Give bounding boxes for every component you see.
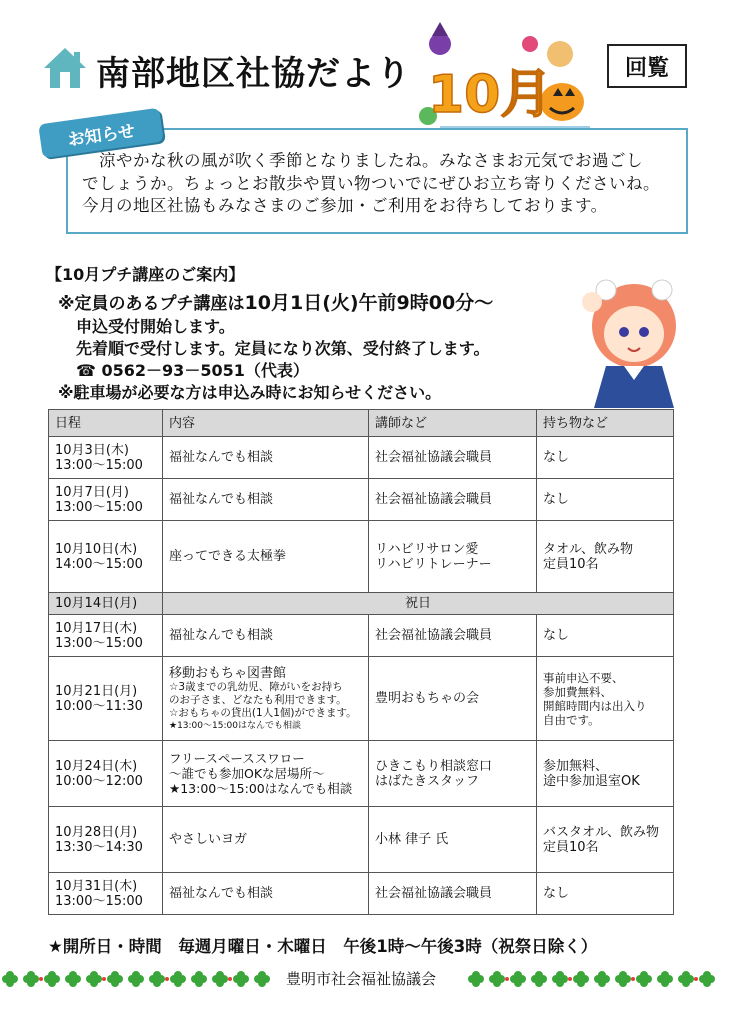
date-cell: 10月10日(木) 14:00～15:00 [49, 521, 163, 593]
table-header-row [49, 410, 674, 437]
lecturer-cell: 豊明おもちゃの会 [369, 657, 537, 741]
date-cell: 10月3日(木) 13:00～15:00 [49, 437, 163, 479]
lecturer-cell: 社会福祉協議会職員 [369, 479, 537, 521]
date-cell: 10月17日(木) 13:00～15:00 [49, 615, 163, 657]
table-row [49, 521, 674, 593]
items-cell: なし [537, 479, 674, 521]
dot-icon [165, 977, 169, 981]
dot-icon [568, 977, 572, 981]
clover-icon [552, 971, 568, 987]
lecturer-cell: 社会福祉協議会職員 [369, 615, 537, 657]
date-cell: 10月28日(月) 13:30～14:30 [49, 807, 163, 873]
clover-icon [44, 971, 60, 987]
content-cell [163, 657, 369, 741]
items-cell: なし [537, 437, 674, 479]
items-cell: なし [537, 615, 674, 657]
holiday-cell: 祝日 [163, 593, 674, 615]
circulate-stamp: 回覧 [607, 44, 687, 88]
clover-icon [128, 971, 144, 987]
clover-icon [657, 971, 673, 987]
content-note: ☆3歳までの乳幼児、障がいをお持ち のお子さま、どなたも利用できます。 ☆おもちゃの貸出(1人1個)ができます。 [169, 680, 357, 719]
clover-border-right [466, 966, 730, 992]
clover-icon [510, 971, 526, 987]
clover-icon [65, 971, 81, 987]
phone-line [76, 358, 309, 381]
content-cell: フリースペーススワロー ～誰でも参加OKな居場所～ ★13:00～15:00はなんでも相談 [163, 741, 369, 807]
page-title: 南部地区社協だより [96, 54, 411, 94]
table-row [49, 807, 674, 873]
clover-border-left [0, 966, 282, 992]
date-cell: 10月31日(木) 13:00～15:00 [49, 873, 163, 915]
date-cell: 10月24日(木) 10:00～12:00 [49, 741, 163, 807]
header-content: 内容 [163, 410, 369, 437]
lecturer-cell: リハビリサロン愛 リハビリトレーナー [369, 521, 537, 593]
organization-name: 豊明市社会福祉協議会 [286, 970, 437, 988]
date-cell: 10月14日(月) [49, 593, 163, 615]
table-row [49, 479, 674, 521]
registration-start-line [58, 288, 493, 315]
phone-number: 0562－93－5051（代表） [101, 361, 309, 380]
schedule-table [48, 409, 674, 915]
lecturer-cell: ひきこもり相談窓口 はばたきスタッフ [369, 741, 537, 807]
table-row-holiday [49, 593, 674, 615]
clover-icon [254, 971, 270, 987]
items-cell: タオル、飲み物 定員10名 [537, 521, 674, 593]
clover-icon [615, 971, 631, 987]
clover-icon [468, 971, 484, 987]
course-heading: 【10月プチ講座のご案内】 [46, 265, 245, 284]
header-items: 持ち物など [537, 410, 674, 437]
clover-icon [531, 971, 547, 987]
header-date: 日程 [49, 410, 163, 437]
dot-icon [102, 977, 106, 981]
content-cell: 福祉なんでも相談 [163, 437, 369, 479]
clover-icon [233, 971, 249, 987]
october-halloween-illustration [410, 22, 600, 134]
clover-icon [699, 971, 715, 987]
notice-tab: お知らせ [38, 108, 164, 159]
content-cell: やさしいヨガ [163, 807, 369, 873]
lecturer-cell: 社会福祉協議会職員 [369, 873, 537, 915]
date-cell: 10月21日(月) 10:00～11:30 [49, 657, 163, 741]
clover-icon [149, 971, 165, 987]
house-icon [42, 46, 88, 90]
parking-note: ※駐車場が必要な方は申込み時にお知らせください。 [58, 383, 442, 402]
clover-icon [191, 971, 207, 987]
month-badge-text: 10月 [428, 65, 553, 125]
content-cell: 福祉なんでも相談 [163, 479, 369, 521]
items-cell: 参加無料、 途中参加退室OK [537, 741, 674, 807]
clover-icon [678, 971, 694, 987]
clover-icon [594, 971, 610, 987]
dot-icon [228, 977, 232, 981]
mascot-girl-illustration [578, 268, 690, 408]
lecturer-cell: 小林 律子 氏 [369, 807, 537, 873]
registration-intro: ※定員のあるプチ講座は [58, 294, 245, 314]
table-row [49, 657, 674, 741]
clover-icon [636, 971, 652, 987]
date-cell: 10月7日(月) 13:00～15:00 [49, 479, 163, 521]
items-cell: バスタオル、飲み物 定員10名 [537, 807, 674, 873]
dot-icon [694, 977, 698, 981]
table-row [49, 741, 674, 807]
registration-line-2: 申込受付開始します。 [76, 317, 235, 336]
notice-text: 涼やかな秋の風が吹く季節となりましたね。みなさまお元気でお過ごし でしょうか。ちょっとお散歩や買い物ついでにぜひお立ち寄りくださいね。 今月の地区社協もみなさまのご参加・ご利用をお待ちしております。 [82, 151, 660, 215]
content-cell: 福祉なんでも相談 [163, 615, 369, 657]
content-cell: 福祉なんでも相談 [163, 873, 369, 915]
content-note-2: ★13:00～15:00はなんでも相談 [169, 720, 301, 731]
header-lecturer: 講師など [369, 410, 537, 437]
table-row [49, 437, 674, 479]
dot-icon [631, 977, 635, 981]
clover-icon [23, 971, 39, 987]
clover-icon [212, 971, 228, 987]
clover-icon [2, 971, 18, 987]
items-cell: なし [537, 873, 674, 915]
clover-icon [489, 971, 505, 987]
registration-date: 10月1日(火)午前9時00分～ [244, 292, 494, 314]
dot-icon [505, 977, 509, 981]
dot-icon [39, 977, 43, 981]
first-come-line: 先着順で受付します。定員になり次第、受付終了します。 [76, 339, 490, 358]
clover-icon [573, 971, 589, 987]
items-cell: 事前申込不要、 参加費無料、 開館時間内は出入り 自由です。 [537, 657, 674, 741]
table-row [49, 873, 674, 915]
opening-hours: ★開所日・時間 毎週月曜日・木曜日 午後1時～午後3時（祝祭日除く） [48, 937, 598, 956]
clover-icon [170, 971, 186, 987]
table-row [49, 615, 674, 657]
lecturer-cell: 社会福祉協議会職員 [369, 437, 537, 479]
clover-icon [107, 971, 123, 987]
phone-icon: ☎ [76, 361, 96, 380]
clover-icon [86, 971, 102, 987]
content-title: 移動おもちゃ図書館 [169, 665, 287, 681]
content-cell: 座ってできる太極拳 [163, 521, 369, 593]
